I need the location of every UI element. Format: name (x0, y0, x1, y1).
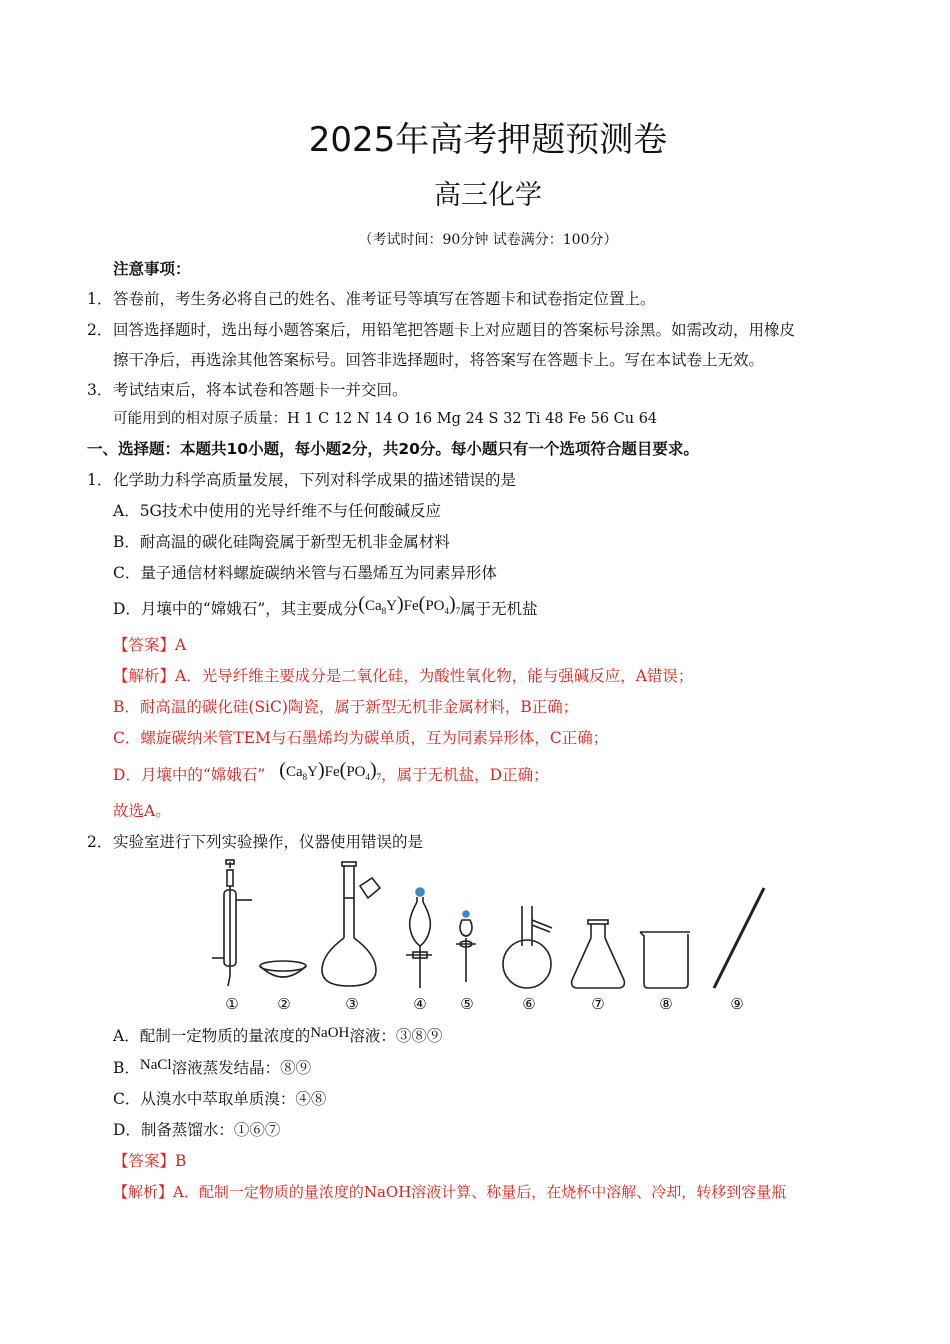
instrument-label-8: ⑧ (659, 995, 673, 1013)
instrument-label-5: ⑤ (460, 995, 474, 1013)
q1-analysis-c: C．螺旋碳纳米管TEM与石墨烯均为碳单质，互为同素异形体，C正确； (113, 729, 609, 747)
q2-analysis (113, 1181, 786, 1203)
q2-option-c: C．从溴水中萃取单质溴：④⑧ (113, 1090, 327, 1108)
conical-flask-icon (572, 920, 625, 988)
formula-y: Y (386, 598, 397, 614)
option-b-formula: NaCl (139, 1057, 172, 1073)
option-b-suffix: 溶液蒸发结晶：⑧⑨ (171, 1059, 312, 1077)
dropping-funnel-icon (456, 911, 476, 982)
distillation-flask-icon (503, 906, 552, 988)
question-text: 化学助力科学高质量发展，下列对科学成果的描述错误的是 (113, 471, 517, 489)
analysis-d-suffix: ，属于无机盐，D正确； (381, 766, 549, 784)
note-number: 3． (87, 381, 113, 399)
note-text: 答卷前，考生务必将自己的姓名、准考证号等填写在答题卡和试卷指定位置上。 (113, 290, 656, 308)
option-b-prefix: B． (113, 1059, 140, 1077)
q1-analysis-a (113, 665, 693, 687)
q2-answer: 【答案】B (113, 1152, 187, 1170)
note-number: 1． (87, 290, 113, 308)
atomic-masses: 可能用到的相对原子质量：H 1 C 12 N 14 O 16 Mg 24 S 32 Ti 48 Fe 56 Cu 64 (113, 411, 658, 427)
option-d-prefix: D．月壤中的“嫦娥石”，其主要成分 (113, 600, 359, 618)
formula-outer-sub: 7 (376, 772, 382, 782)
chang-e-stone-formula: $(Ca_8Y)Fe(PO_4)_7$ (358, 593, 461, 616)
note-3 (87, 379, 408, 401)
formula-ca: Ca (285, 764, 303, 780)
instrument-label-2: ② (277, 995, 291, 1013)
q1-option-c: C．量子通信材料螺旋碳纳米管与石墨烯互为同素异形体 (113, 564, 497, 582)
chang-e-stone-formula: $(Ca_8Y)Fe(PO_4)_7$ (279, 759, 382, 782)
notes-heading: 注意事项： (113, 260, 191, 278)
q1-analysis-d (113, 759, 549, 792)
note-2-continued: 擦干净后，再选涂其他答案标号。回答非选择题时，将答案写在答题卡上。写在本试卷上无效。 (113, 351, 765, 369)
q2-option-d: D．制备蒸馏水：①⑥⑦ (113, 1121, 281, 1139)
beaker-icon (640, 932, 690, 988)
separatory-funnel-icon (406, 888, 432, 988)
analysis-label: 【解析】 (113, 667, 176, 685)
note-1 (87, 288, 656, 310)
option-d-suffix: 属于无机盐 (460, 600, 538, 618)
instrument-label-9: ⑨ (730, 995, 744, 1013)
section-heading: 一、选择题：本题共10小题，每小题2分，共20分。每小题只有一个选项符合题目要求。 (87, 440, 699, 458)
analysis-text: A．光导纤维主要成分是二氧化硅，为酸性氧化物，能与强碱反应，A错误； (175, 667, 694, 685)
q1-option-b: B．耐高温的碳化硅陶瓷属于新型无机非金属材料 (113, 533, 450, 551)
q1-analysis-b: B．耐高温的碳化硅(SiC)陶瓷，属于新型无机非金属材料，B正确； (113, 698, 579, 716)
analysis-label: 【解析】 (113, 1183, 174, 1201)
instrument-label-1: ① (225, 995, 239, 1013)
instrument-label-3: ③ (345, 995, 359, 1013)
formula-fe: Fe (324, 764, 340, 780)
option-a-prefix: A．配制一定物质的量浓度的 (113, 1027, 311, 1045)
evaporating-dish-icon (260, 961, 306, 977)
exam-title: 2025年高考押题预测卷 (308, 120, 668, 160)
question-2-stem (87, 831, 423, 853)
formula-ca-sub: 8 (381, 606, 387, 616)
formula-fe: Fe (403, 598, 419, 614)
note-number: 2． (87, 321, 113, 339)
formula-ca-sub: 8 (302, 772, 308, 782)
question-text: 实验室进行下列实验操作，仪器使用错误的是 (113, 833, 424, 851)
instrument-label-6: ⑥ (522, 995, 536, 1013)
exam-meta: （考试时间：90分钟 试卷满分：100分） (358, 232, 618, 248)
formula-po: PO (425, 598, 445, 614)
q1-conclusion: 故选A。 (113, 802, 171, 820)
question-number: 1． (87, 471, 113, 489)
formula-outer-sub: 7 (455, 606, 461, 616)
formula-po-sub: 4 (365, 772, 370, 782)
option-a-formula: NaOH (310, 1025, 350, 1041)
q2-option-a (113, 1025, 442, 1048)
question-1-stem (87, 469, 516, 491)
volumetric-flask-icon (322, 862, 380, 986)
note-text: 回答选择题时，选出每小题答案后，用铅笔把答题卡上对应题目的答案标号涂黑。如需改动，用橡皮 (113, 321, 796, 339)
question-number: 2． (87, 833, 113, 851)
formula-po: PO (346, 764, 366, 780)
analysis-d-prefix: D．月壤中的“嫦娥石” (113, 766, 266, 784)
lab-instruments-figure (200, 858, 790, 1016)
exam-subtitle: 高三化学 (434, 180, 542, 211)
note-2 (87, 319, 795, 341)
formula-po-sub: 4 (444, 606, 449, 616)
formula-ca: Ca (364, 598, 382, 614)
q1-option-d (113, 593, 538, 626)
condenser-icon (212, 860, 252, 986)
note-text: 考试结束后，将本试卷和答题卡一并交回。 (113, 381, 408, 399)
q1-option-a: A．5G技术中使用的光导纤维不与任何酸碱反应 (113, 502, 441, 520)
option-a-suffix: 溶液：③⑧⑨ (349, 1027, 443, 1045)
analysis-text: A．配制一定物质的量浓度的NaOH溶液计算、称量后，在烧杯中溶解、冷却，转移到容量瓶 (173, 1183, 787, 1201)
q2-option-b (113, 1057, 311, 1080)
instrument-label-7: ⑦ (591, 995, 605, 1013)
instrument-label-4: ④ (413, 995, 427, 1013)
glass-rod-icon (714, 888, 764, 988)
formula-y: Y (307, 764, 318, 780)
q1-answer: 【答案】A (113, 636, 187, 654)
